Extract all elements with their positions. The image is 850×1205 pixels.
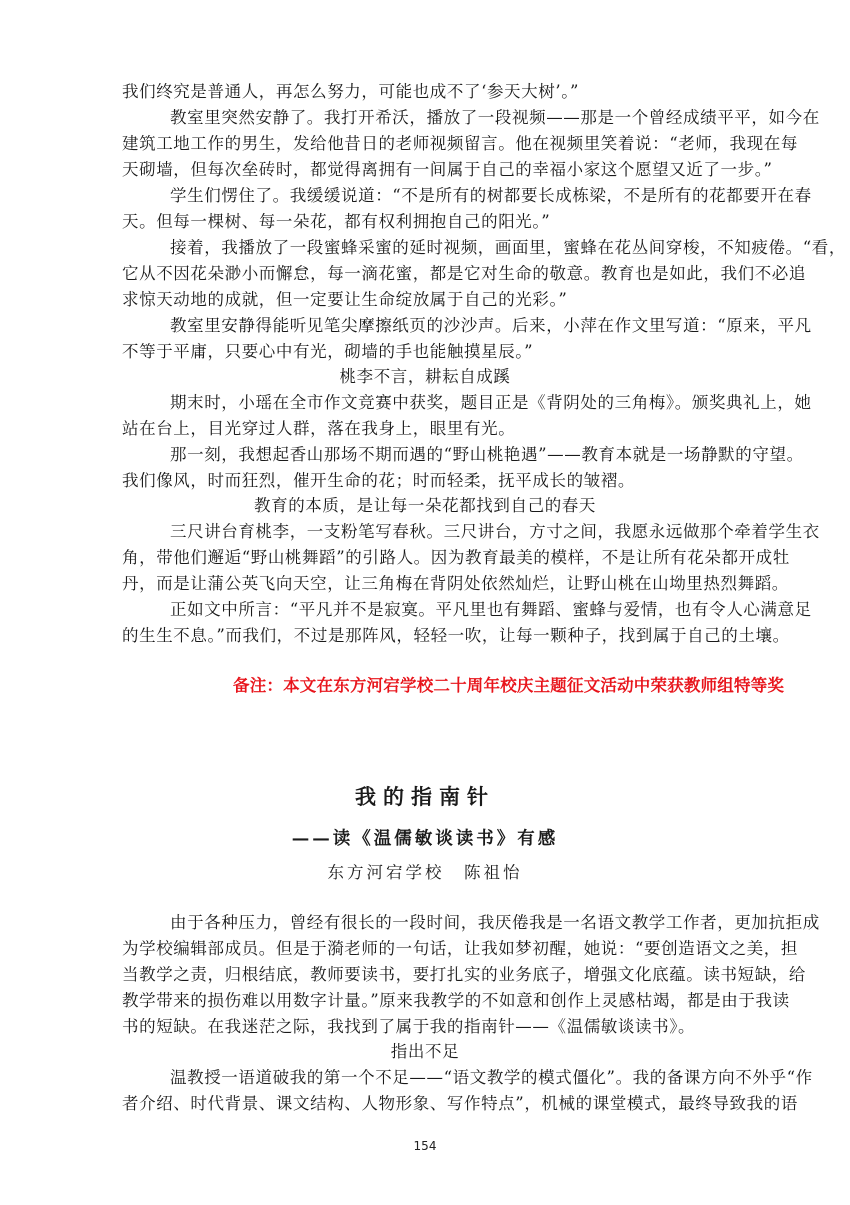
paragraph-line: 正如文中所言：“平凡并不是寂寞。平凡里也有舞蹈、蜜蜂与爱情，也有令人心满意足 [170,600,812,619]
paragraph-line: 接着，我播放了一段蜜蜂采蜜的延时视频，画面里，蜜蜂在花丛间穿梭，不知疲倦。“看， [170,238,846,257]
paragraph-line: 温教授一语道破我的第一个不足——“语文教学的模式僵化”。我的备课方向不外乎“作 [170,1068,813,1087]
award-note: 备注：本文在东方河宕学校二十周年校庆主题征文活动中荣获教师组特等奖 [233,676,785,695]
paragraph-line: 不等于平庸，只要心中有光，砌墙的手也能触摸星辰。” [122,342,534,361]
paragraph-line: 教学带来的损伤难以用数字计量。”原来我教学的不如意和创作上灵感枯竭，都是由于我读 [122,991,790,1010]
section-heading: 指出不足 [390,1042,460,1061]
paragraph-line: 求惊天动地的成就，但一定要让生命绽放属于自己的光彩。” [122,290,568,309]
paragraph-line: 那一刻，我想起香山那场不期而遇的“野山桃艳遇”——教育本就是一场静默的守望。 [170,445,804,464]
paragraph-line: 书的短缺。在我迷茫之际，我找到了属于我的指南针——《温儒敏谈读书》。 [122,1017,696,1036]
section-heading: 教育的本质，是让每一朵花都找到自己的春天 [254,496,596,515]
article-title: 我的指南针 [355,784,495,809]
paragraph-line: 我们像风，时而狂烈，催开生命的花；时而轻柔，抚平成长的皱褶。 [122,471,635,490]
paragraph-line: 者介绍、时代背景、课文结构、人物形象、写作特点”，机械的课堂模式，最终导致我的语 [122,1094,798,1113]
paragraph-line: 我们终究是普通人，再怎么努力，可能也成不了‘参天大树’。” [122,82,580,101]
paragraph-line: 当教学之责，归根结底，教师要读书，要打扎实的业务底子，增强文化底蕴。读书短缺，给 [122,965,806,984]
paragraph-line: 的生生不息。”而我们，不过是那阵风，轻轻一吹，让每一颗种子，找到属于自己的土壤。 [122,626,790,645]
paragraph-line: 为学校编辑部成员。但是于漪老师的一句话，让我如梦初醒，她说：“要创造语文之美，担 [122,939,798,958]
paragraph-line: 角，带他们邂逅“野山桃舞蹈”的引路人。因为教育最美的模样，不是让所有花朵都开成牡 [122,548,790,567]
paragraph-line: 天。但每一棵树、每一朵花，都有权利拥抱自己的阳光。” [122,212,551,231]
paragraph-line: 它从不因花朵渺小而懈怠，每一滴花蜜，都是它对生命的敬意。教育也是如此，我们不必追 [122,264,806,283]
paragraph-line: 教室里安静得能听见笔尖摩擦纸页的沙沙声。后来，小萍在作文里写道：“原来，平凡 [170,316,812,335]
paragraph-line: 站在台上，目光穿过人群，落在我身上，眼里有光。 [122,419,516,438]
paragraph-line: 天砌墙，但每次垒砖时，都觉得离拥有一间属于自己的幸福小家这个愿望又近了一步。” [122,160,773,179]
paragraph-line: 三尺讲台育桃李，一支粉笔写春秋。三尺讲台，方寸之间，我愿永远做那个牵着学生衣 [170,522,820,541]
paragraph-line: 丹，而是让蒲公英飞向天空，让三角梅在背阴处依然灿烂，让野山桃在山坳里热烈舞蹈。 [122,574,789,593]
paragraph-line: 期末时，小瑶在全市作文竞赛中获奖，题目正是《背阴处的三角梅》。颁奖典礼上，她 [170,393,812,412]
article-subtitle: ——读《温儒敏谈读书》有感 [291,829,559,849]
paragraph-line: 建筑工地工作的男生，发给他昔日的老师视频留言。他在视频里笑着说：“老师，我现在每 [122,134,798,153]
paragraph-line: 由于各种压力，曾经有很长的一段时间，我厌倦我是一名语文教学工作者，更加抗拒成 [170,913,820,932]
paragraph-line: 学生们愣住了。我缓缓说道：“不是所有的树都要长成栋梁，不是所有的花都要开在春 [170,186,812,205]
article-author: 东方河宕学校 陈祖怡 [327,863,523,882]
section-heading: 桃李不言，耕耘自成蹊 [339,367,511,386]
page-number: 154 [413,1139,437,1153]
paragraph-line: 教室里突然安静了。我打开希沃，播放了一段视频——那是一个曾经成绩平平，如今在 [170,108,820,127]
